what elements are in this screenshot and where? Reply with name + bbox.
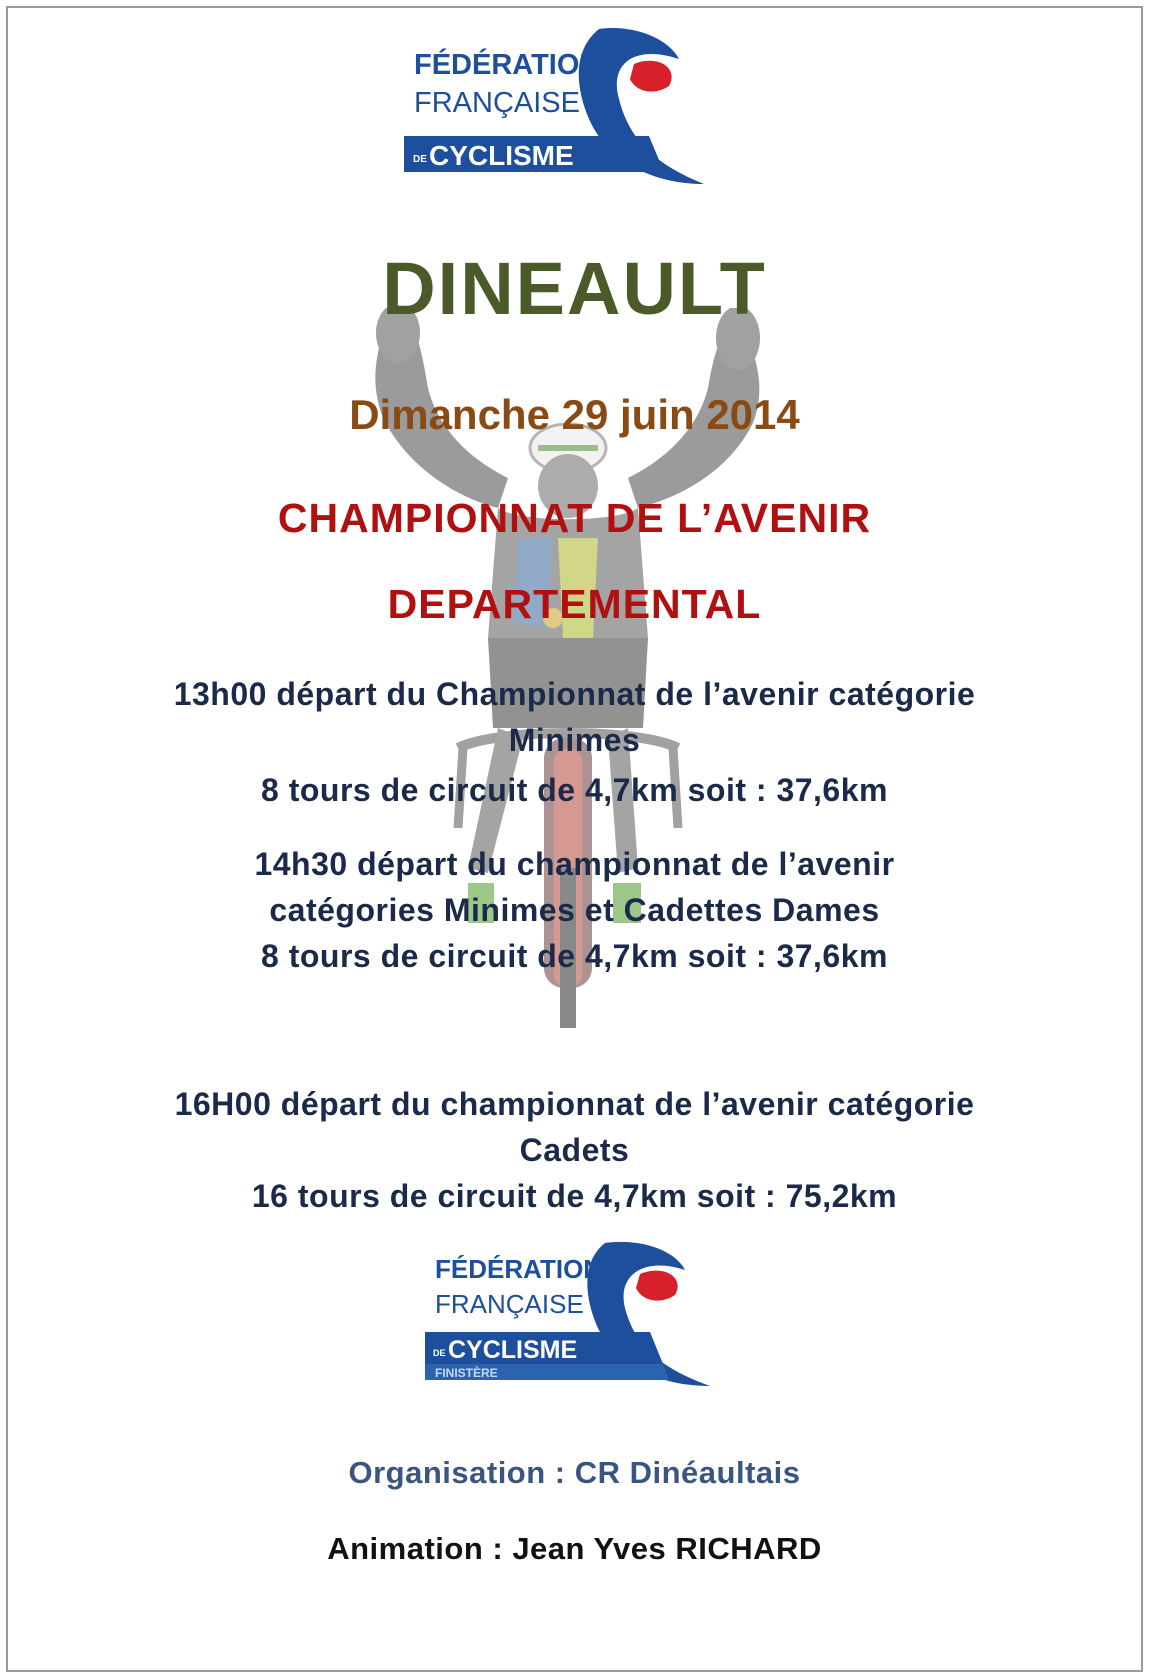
logo-top-line2: FRANÇAISE <box>414 87 580 119</box>
poster <box>6 6 1143 1672</box>
schedule-block-3 <box>8 1081 1141 1219</box>
schedule-3-line2: Cadets <box>519 1132 630 1168</box>
schedule-1-line2: Minimes <box>508 722 641 758</box>
logo-bottom-prefix: DE <box>433 1348 446 1358</box>
ffc-finistere-logo <box>425 1238 770 1393</box>
logo-bottom-line1: FÉDÉRATION <box>435 1254 603 1284</box>
schedule-2-line3: 8 tours de circuit de 4,7km soit : 37,6km <box>261 938 888 974</box>
event-date: Dimanche 29 juin 2014 <box>349 391 800 438</box>
logo-bottom-line4: FINISTÈRE <box>435 1366 498 1380</box>
schedule-3-line3: 16 tours de circuit de 4,7km soit : 75,2km <box>251 1178 898 1214</box>
ffc-logo-top <box>404 24 749 194</box>
animation-credit: Animation : Jean Yves RICHARD <box>327 1531 822 1566</box>
logo-top-prefix: DE <box>413 154 427 165</box>
schedule-block-2 <box>8 841 1141 979</box>
schedule-2-line1: 14h30 départ du championnat de l’avenir <box>254 846 895 882</box>
logo-top-line1: FÉDÉRATION <box>414 49 601 81</box>
schedule-block-1 <box>8 671 1141 813</box>
page-title: DINEAULT <box>382 247 767 330</box>
championship-line1: CHAMPIONNAT DE L’AVENIR <box>277 495 872 541</box>
logo-bottom-line3: CYCLISME <box>448 1336 578 1364</box>
logo-top-line3: CYCLISME <box>429 140 574 171</box>
schedule-1-line3: 8 tours de circuit de 4,7km soit : 37,6km <box>261 772 888 808</box>
schedule-2-line2: catégories Minimes et Cadettes Dames <box>269 892 880 928</box>
championship-line2: DEPARTEMENTAL <box>387 581 762 627</box>
schedule-3-line1: 16H00 départ du championnat de l’avenir catégorie <box>174 1086 975 1122</box>
organisation-credit: Organisation : CR Dinéaultais <box>348 1455 801 1490</box>
logo-bottom-line2: FRANÇAISE <box>435 1289 584 1319</box>
schedule-1-line1: 13h00 départ du Championnat de l’avenir catégorie <box>173 676 976 712</box>
